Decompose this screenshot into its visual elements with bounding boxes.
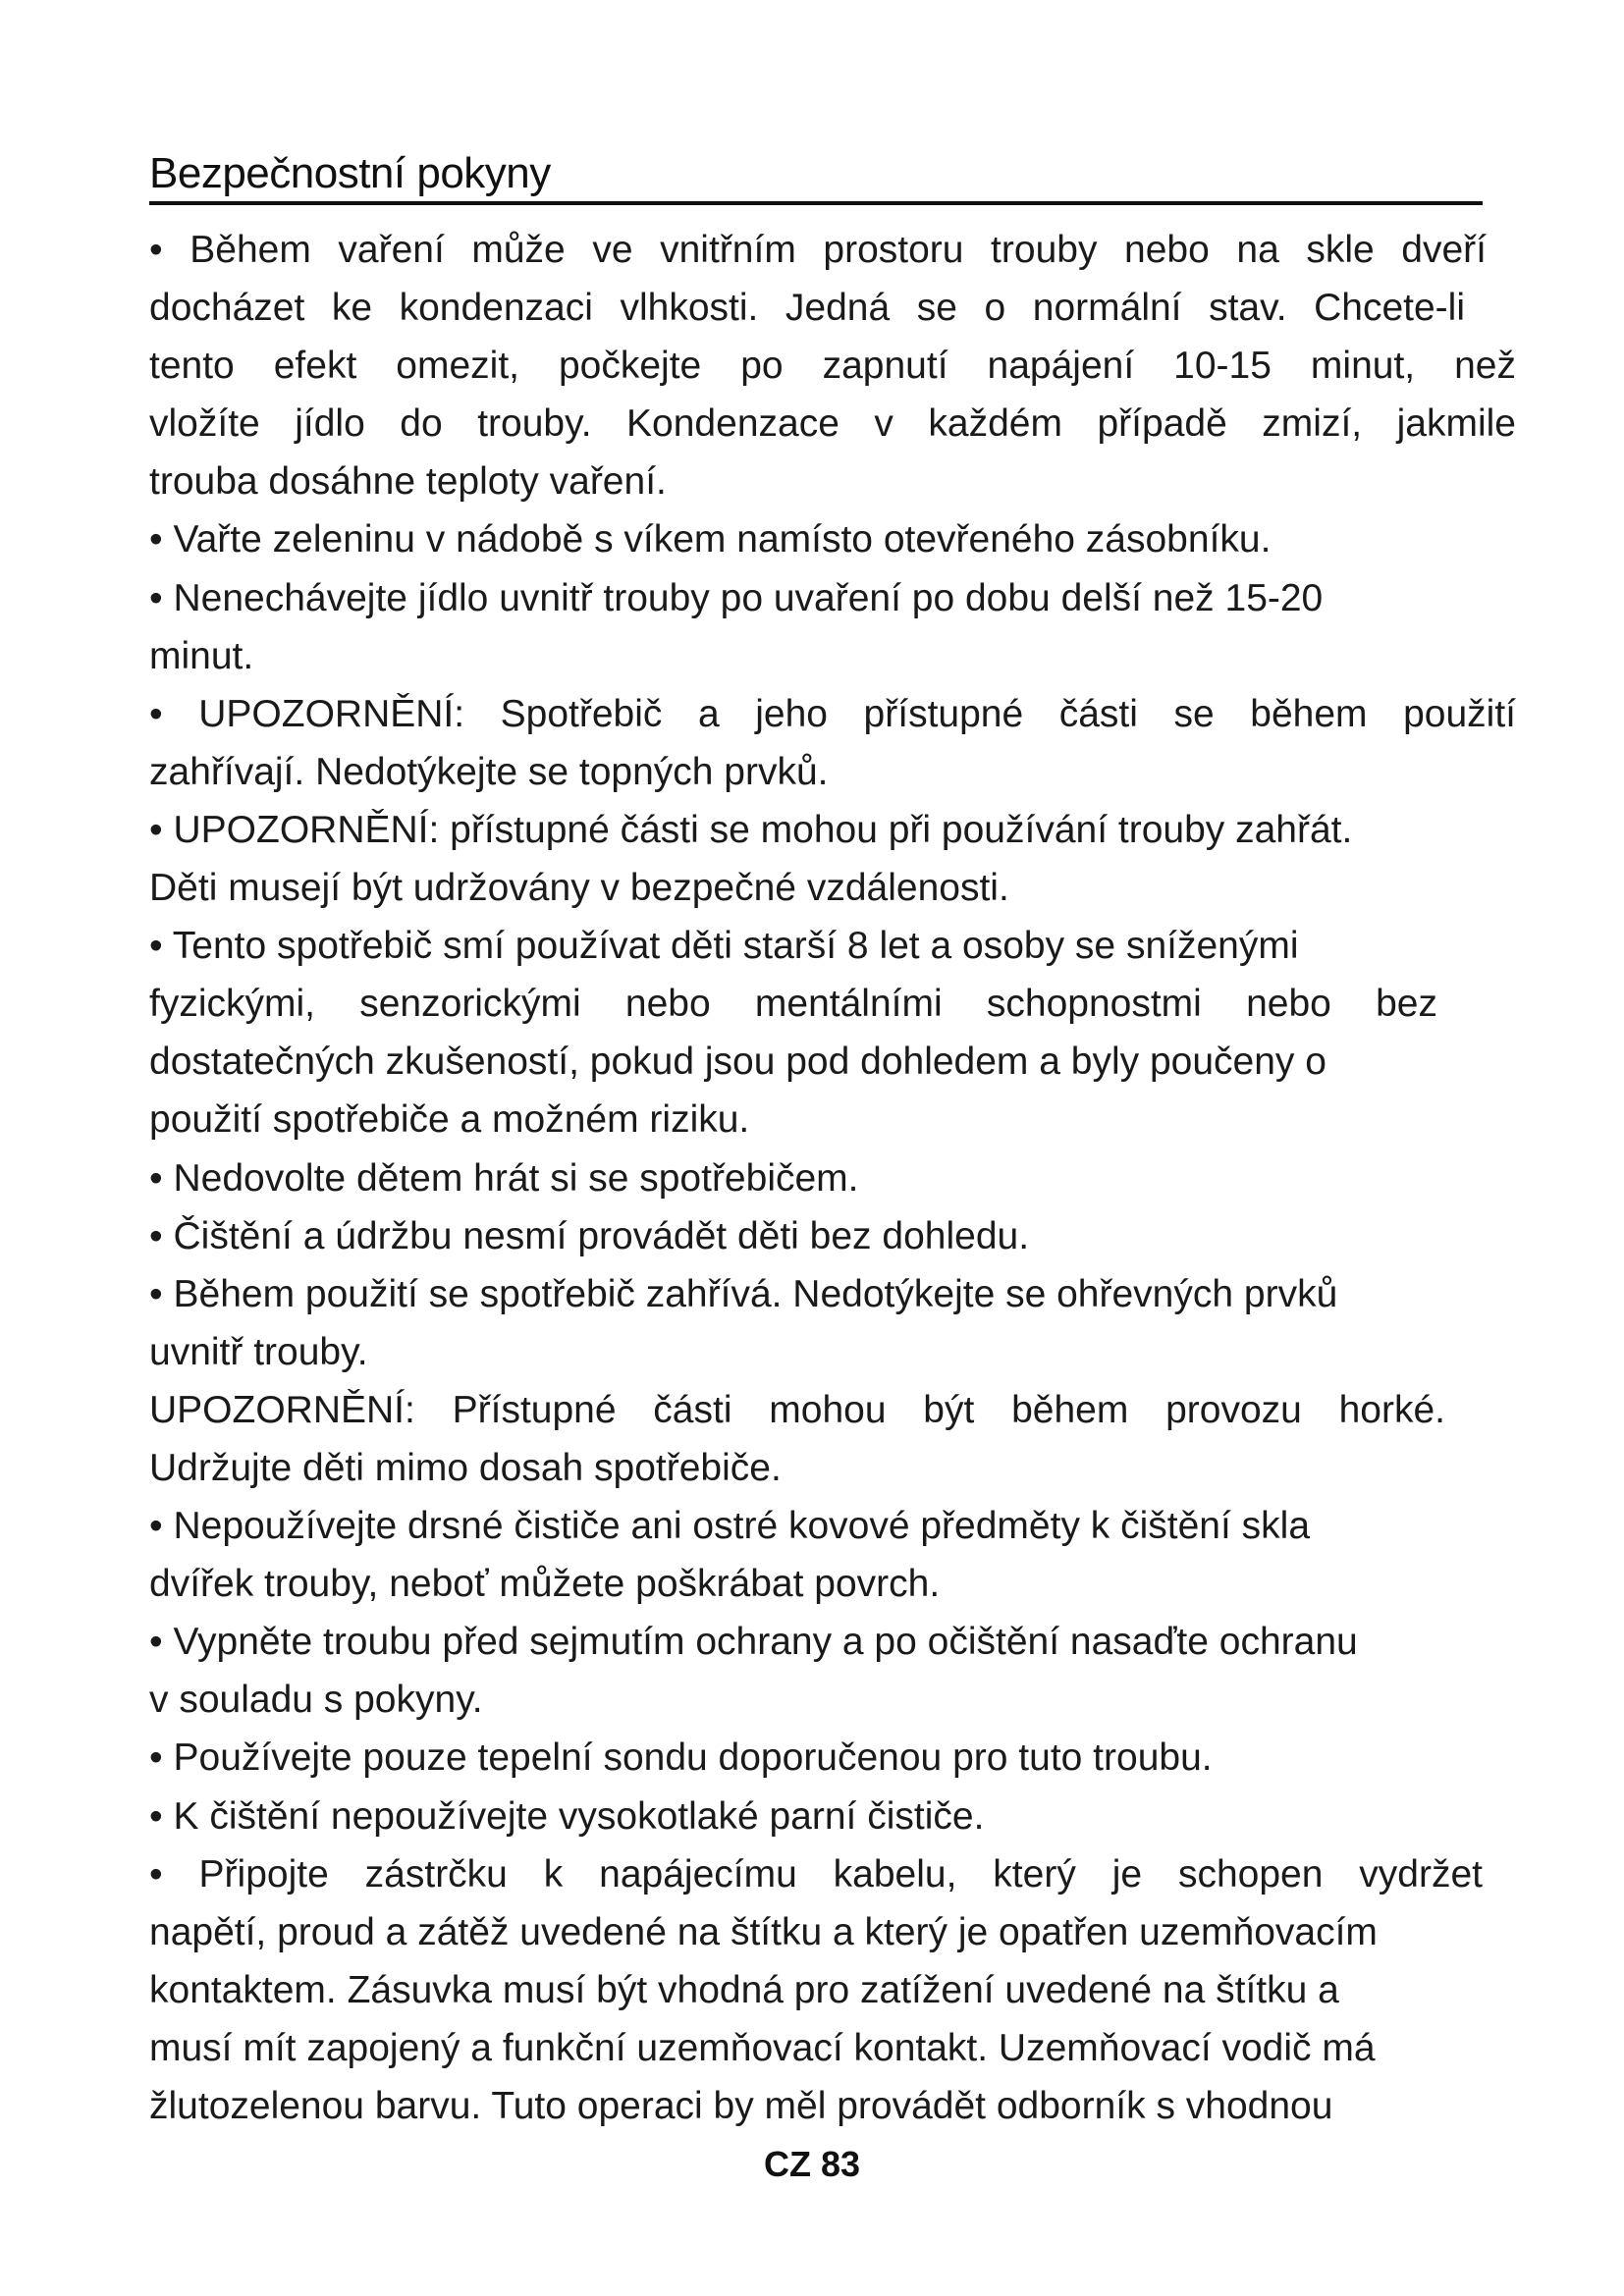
text-line: musí mít zapojený a funkční uzemňovací kontakt. Uzemňovací vodič má (149, 2026, 1376, 2069)
text-line: uvnitř trouby. (149, 1330, 368, 1373)
text-line: • UPOZORNĚNÍ: Spotřebič a jeho přístupné části se během použití (149, 692, 1516, 735)
section-header (149, 147, 1483, 205)
text-line: použití spotřebiče a možném riziku. (149, 1098, 750, 1142)
text-line: • Během použití se spotřebič zahřívá. Nedotýkejte se ohřevných prvků (149, 1272, 1338, 1315)
section-title: Bezpečnostní pokyny (149, 149, 551, 197)
text-line: docházet ke kondenzaci vlhkosti. Jedná se o normální stav. Chcete-li (149, 287, 1465, 330)
text-line: • Čištění a údržbu nesmí provádět děti bez dohledu. (149, 1214, 1030, 1257)
text-line: • Nenechávejte jídlo uvnitř trouby po uvaření po dobu delší než 15-20 (149, 576, 1324, 619)
text-line: Děti musejí být udržovány v bezpečné vzdálenosti. (149, 867, 1009, 910)
text-line: • K čištění nepoužívejte vysokotlaké parní čističe. (149, 1794, 985, 1838)
text-line: napětí, proud a zátěž uvedené na štítku a který je opatřen uzemňovacím (149, 1910, 1378, 1953)
text-line: • Připojte zástrčku k napájecímu kabelu, který je schopen vydržet (149, 1852, 1483, 1896)
text-line: • Tento spotřebič smí používat děti starší 8 let a osoby se sníženými (149, 925, 1299, 968)
safety-instructions-text (149, 221, 1534, 2135)
text-line: dvířek trouby, neboť můžete poškrábat povrch. (149, 1563, 941, 1606)
text-line: minut. (149, 634, 254, 677)
text-line: • Vařte zeleninu v nádobě s víkem namísto otevřeného zásobníku. (149, 518, 1272, 561)
text-line: v souladu s pokyny. (149, 1679, 483, 1722)
text-line: • Během vaření může ve vnitřním prostoru trouby nebo na skle dveří (149, 229, 1487, 271)
page-number: CZ 83 (763, 2144, 861, 2184)
text-line: • Nedovolte dětem hrát si se spotřebičem. (149, 1156, 859, 1200)
text-line: dostatečných zkušeností, pokud jsou pod dohledem a byly poučeny o (149, 1041, 1326, 1084)
text-line: žlutozelenou barvu. Tuto operaci by měl provádět odborník s vhodnou (149, 2085, 1333, 2127)
text-line: zahřívají. Nedotýkejte se topných prvků. (149, 750, 829, 793)
text-line: fyzickými, senzorickými nebo mentálními schopnostmi nebo bez (149, 983, 1437, 1026)
text-line: kontaktem. Zásuvka musí být vhodná pro zatížení uvedené na štítku a (149, 1968, 1339, 2011)
text-line: • UPOZORNĚNÍ: přístupné části se mohou při používání trouby zahřát. (149, 808, 1353, 851)
text-line: tento efekt omezit, počkejte po zapnutí napájení 10-15 minut, než (149, 345, 1516, 388)
text-line: trouba dosáhne teploty vaření. (149, 460, 667, 504)
text-line: Udržujte děti mimo dosah spotřebiče. (149, 1446, 782, 1489)
text-line: • Vypněte troubu před sejmutím ochrany a po očištění nasaďte ochranu (149, 1621, 1358, 1664)
text-line: • Nepoužívejte drsné čističe ani ostré kovové předměty k čištění skla (149, 1505, 1311, 1548)
text-line: vložíte jídlo do trouby. Kondenzace v každém případě zmizí, jakmile (149, 402, 1516, 446)
text-line: UPOZORNĚNÍ: Přístupné části mohou být během provozu horké. (149, 1388, 1445, 1431)
text-line: • Používejte pouze tepelní sondu doporučenou pro tuto troubu. (149, 1736, 1213, 1780)
